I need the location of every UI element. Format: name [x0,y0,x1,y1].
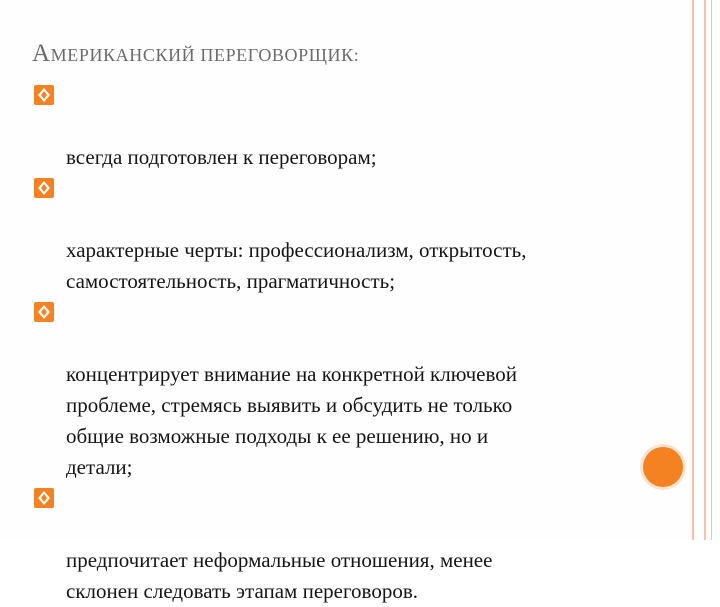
bullet-item [34,80,674,173]
diamond-bullet-icon [34,488,54,508]
slide-title [32,40,652,68]
bullet-text: предпочитает неформальные отношения, менее склонен следовать этапам переговоров. [66,548,493,603]
border-line [704,0,706,540]
border-line [711,0,712,540]
bullet-item [34,297,674,483]
bullet-text: характерные черты: профессионализм, открытость, самостоятельность, прагматичность; [66,238,527,293]
orange-circle-decoration [643,447,683,487]
bullet-item [34,173,674,297]
diamond-bullet-icon [34,178,54,198]
diamond-bullet-icon [34,85,54,105]
bullet-list [34,80,674,607]
title-rest: МЕРИКАНСКИЙ ПЕРЕГОВОРЩИК: [50,45,360,65]
bullet-text: всегда подготовлен к переговорам; [66,145,377,169]
bullet-text: концентрирует внимание на конкретной ключевой проблеме, стремясь выявить и обсудить не только общие возможные подходы к ее решению, но и детали; [66,362,518,479]
title-first-letter: А [32,40,51,67]
diamond-bullet-icon [34,302,54,322]
bullet-item [34,483,674,607]
border-line [692,0,694,540]
